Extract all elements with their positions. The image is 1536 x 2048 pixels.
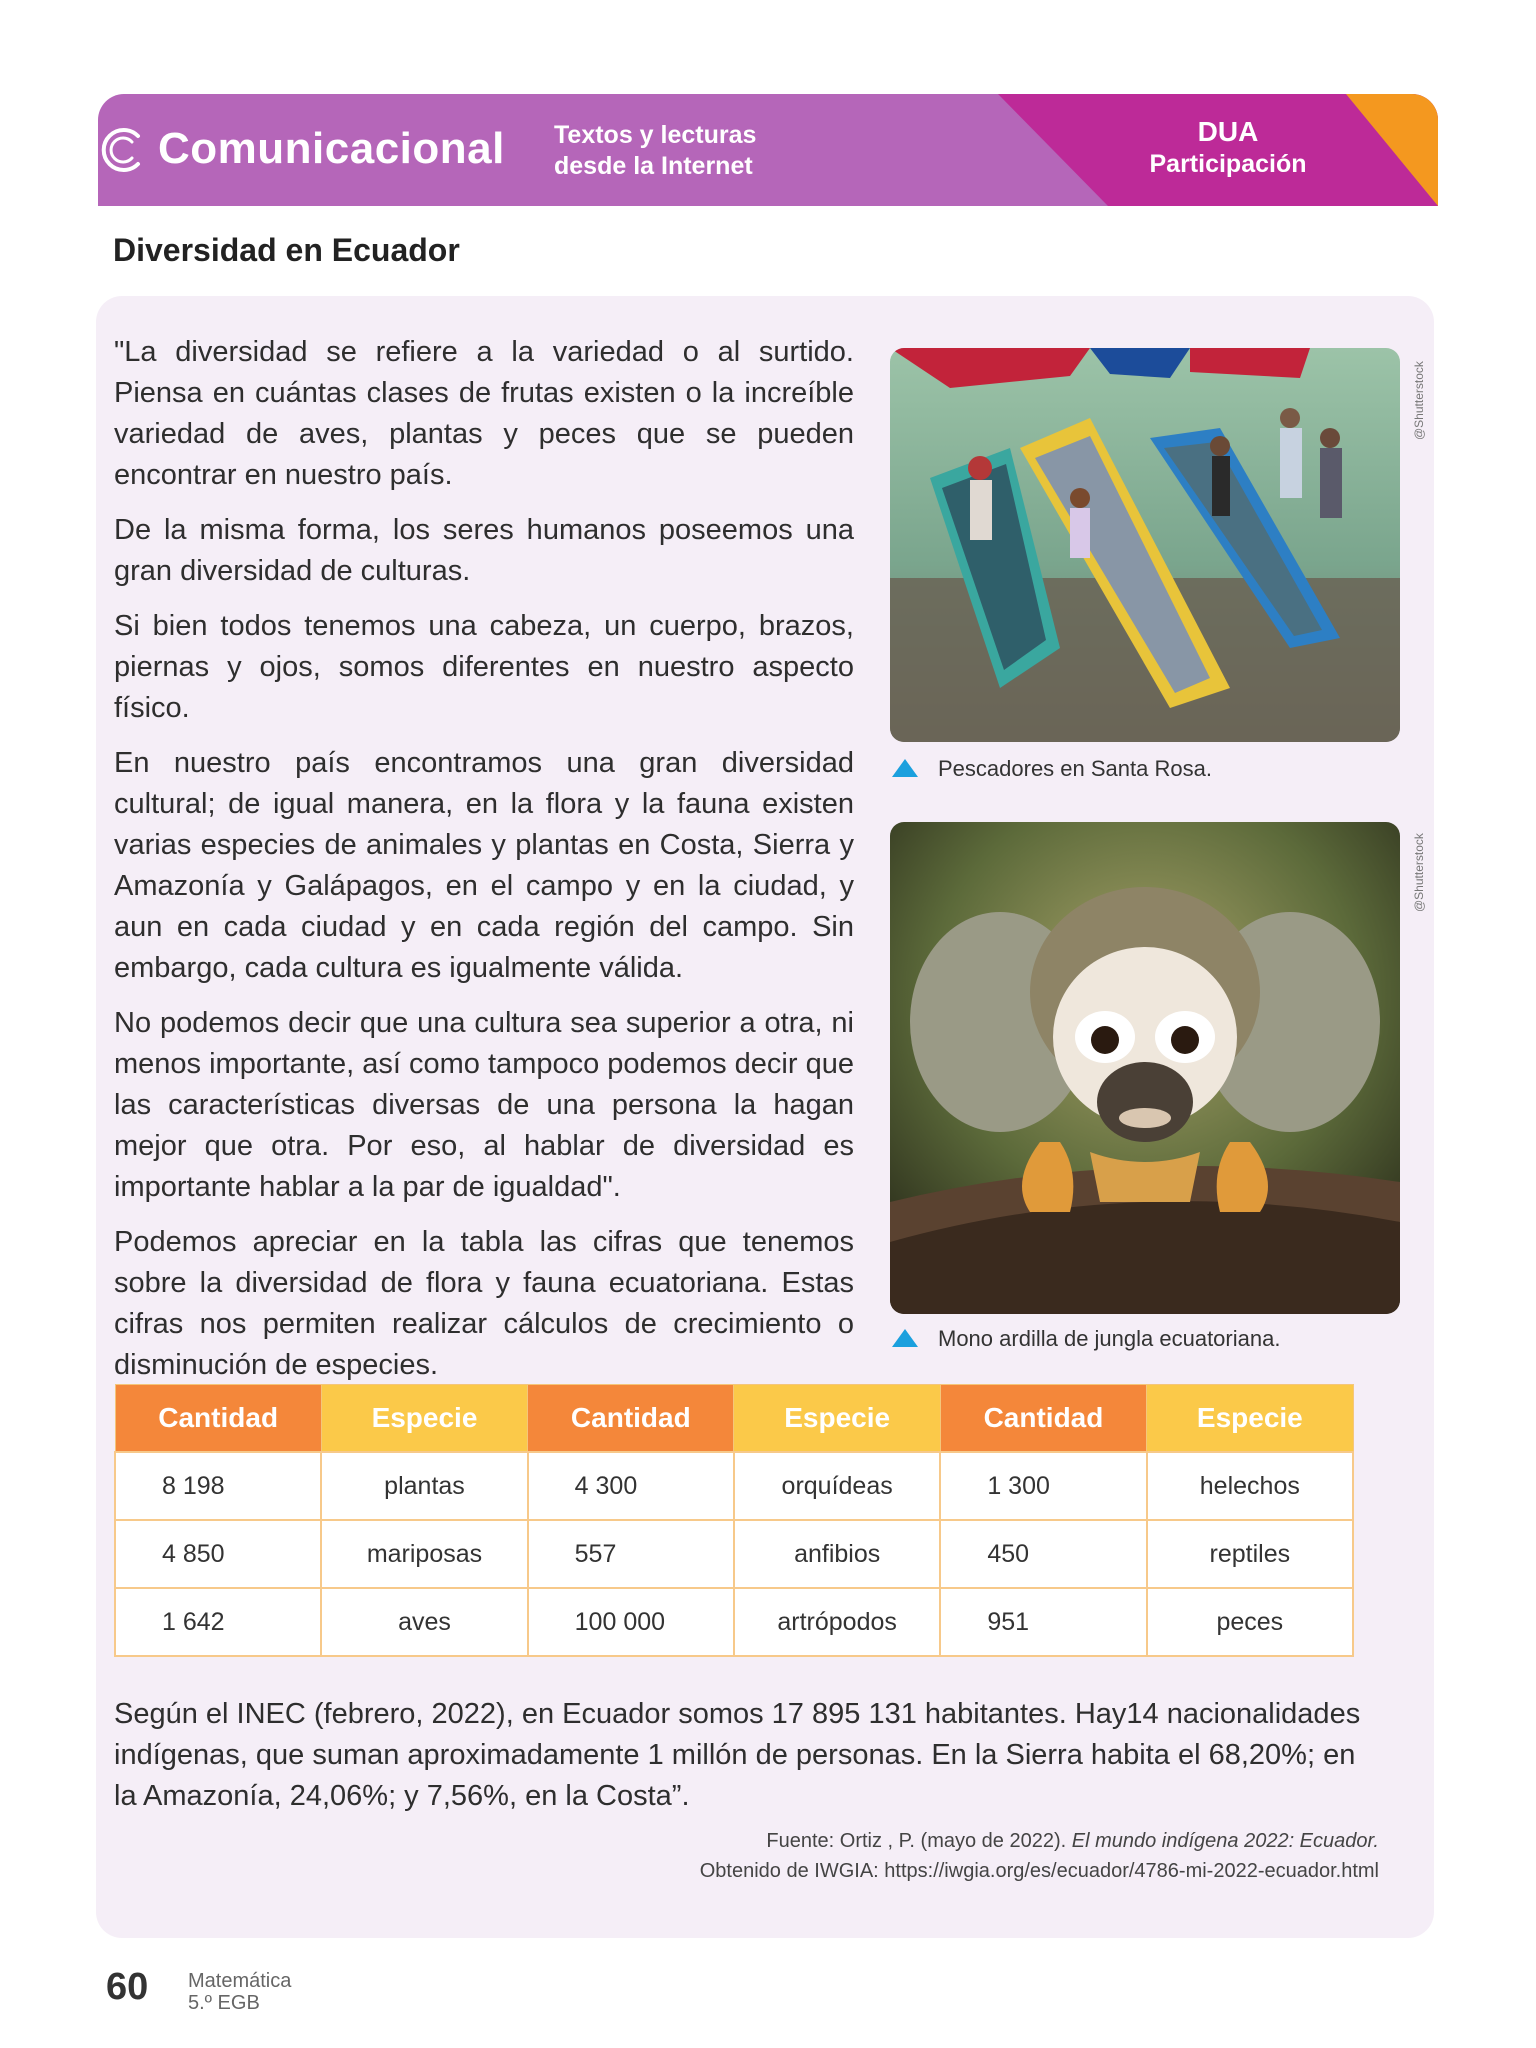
table-cell: orquídeas — [734, 1452, 940, 1520]
fishermen-photo — [890, 348, 1400, 742]
monkey-photo — [890, 822, 1400, 1314]
body-text — [114, 332, 854, 1400]
table-cell: 450 — [940, 1520, 1146, 1588]
column-header: Especie — [321, 1385, 527, 1453]
dua-badge — [1138, 116, 1318, 180]
table-cell: plantas — [321, 1452, 527, 1520]
dua-label: DUA — [1197, 116, 1259, 147]
photo-caption — [892, 1326, 1280, 1352]
comunicacional-c-icon — [98, 124, 150, 176]
table-cell: aves — [321, 1588, 527, 1656]
table-cell: 8 198 — [115, 1452, 321, 1520]
triangle-icon — [892, 1329, 918, 1347]
column-header: Cantidad — [528, 1385, 734, 1453]
table-cell: 557 — [528, 1520, 734, 1588]
photo-caption — [892, 756, 1212, 782]
source-citation — [700, 1826, 1379, 1886]
source-line-1 — [700, 1826, 1379, 1856]
table-cell: 4 300 — [528, 1452, 734, 1520]
inec-paragraph: Según el INEC (febrero, 2022), en Ecuador somos 17 895 131 habitantes. Hay14 nacionalidades indígenas, que suman aproximadamente 1 millón de personas. En la Sierra habita el 68,20%; en la Amazonía, 24,06%; y 7,56%, en la Costa”. — [114, 1698, 1361, 1812]
caption-text: Pescadores en Santa Rosa. — [938, 756, 1212, 781]
table-cell: 1 300 — [940, 1452, 1146, 1520]
table-cell: 100 000 — [528, 1588, 734, 1656]
table-cell: artrópodos — [734, 1588, 940, 1656]
table-cell: helechos — [1147, 1452, 1353, 1520]
paragraph: Si bien todos tenemos una cabeza, un cuerpo, brazos, piernas y ojos, somos diferentes en nuestro aspecto físico. — [114, 610, 854, 724]
photo-credit: @Shutterstock — [1412, 833, 1426, 912]
table-cell: 1 642 — [115, 1588, 321, 1656]
source-line-2: Obtenido de IWGIA: https://iwgia.org/es/ecuador/4786-mi-2022-ecuador.html — [699, 1860, 1379, 1882]
footer-grade: 5.º EGB — [188, 1992, 260, 2014]
species-table — [114, 1384, 1354, 1657]
footer-subject-name: Matemática — [188, 1970, 292, 1992]
column-header: Especie — [1147, 1385, 1353, 1453]
paragraph: Podemos apreciar en la tabla las cifras que tenemos sobre la diversidad de flora y fauna ecuatoriana. Estas cifras nos permiten realizar cálculos de crecimiento o disminución de especies. — [114, 1226, 854, 1381]
subject-label: Comunicacional — [158, 124, 505, 173]
dua-sub-label: Participación — [1149, 150, 1307, 178]
footer-subject — [188, 1970, 291, 2014]
source-prefix: Fuente: Ortiz , P. (mayo de 2022). — [766, 1830, 1072, 1852]
section-line-1: Textos y lecturas — [554, 121, 757, 149]
table-cell: anfibios — [734, 1520, 940, 1588]
table-header-row — [115, 1385, 1353, 1453]
paragraph: No podemos decir que una cultura sea superior a otra, ni menos importante, así como tampoco podemos decir que las características diversas de una persona la hagan mejor que otra. Por eso, al hablar de diversidad es importante hablar a la par de igualdad". — [114, 1007, 854, 1203]
page-number: 60 — [106, 1966, 149, 2008]
header-banner — [98, 94, 1438, 206]
column-header: Cantidad — [940, 1385, 1146, 1453]
section-label — [554, 120, 756, 182]
source-work-title: El mundo indígena 2022: Ecuador. — [1071, 1830, 1379, 1852]
table-cell: 4 850 — [115, 1520, 321, 1588]
table-row — [115, 1452, 1353, 1520]
paragraph: En nuestro país encontramos una gran diversidad cultural; de igual manera, en la flora y la fauna existen varias especies de animales y plantas en Costa, Sierra y Amazonía y Galápagos, en el campo y en la ciudad, y aun en cada ciudad y en cada región del campo. Sin embargo, cada cultura es igualmente válida. — [114, 747, 854, 984]
table-row — [115, 1520, 1353, 1588]
paragraph: "La diversidad se refiere a la variedad o al surtido. Piensa en cuántas clases de frutas existen o la increíble variedad de aves, plantas y peces que se pueden encontrar en nuestro país. — [114, 336, 854, 491]
photo-credit: @Shutterstock — [1412, 361, 1426, 440]
table-row — [115, 1588, 1353, 1656]
table-cell: mariposas — [321, 1520, 527, 1588]
table-cell: 951 — [940, 1588, 1146, 1656]
column-header: Especie — [734, 1385, 940, 1453]
column-header: Cantidad — [115, 1385, 321, 1453]
table-cell: peces — [1147, 1588, 1353, 1656]
triangle-icon — [892, 759, 918, 777]
table-cell: reptiles — [1147, 1520, 1353, 1588]
section-line-2: desde la Internet — [554, 152, 753, 180]
paragraph: De la misma forma, los seres humanos poseemos una gran diversidad de culturas. — [114, 514, 854, 587]
caption-text: Mono ardilla de jungla ecuatoriana. — [938, 1326, 1281, 1351]
page-title: Diversidad en Ecuador — [113, 232, 460, 268]
